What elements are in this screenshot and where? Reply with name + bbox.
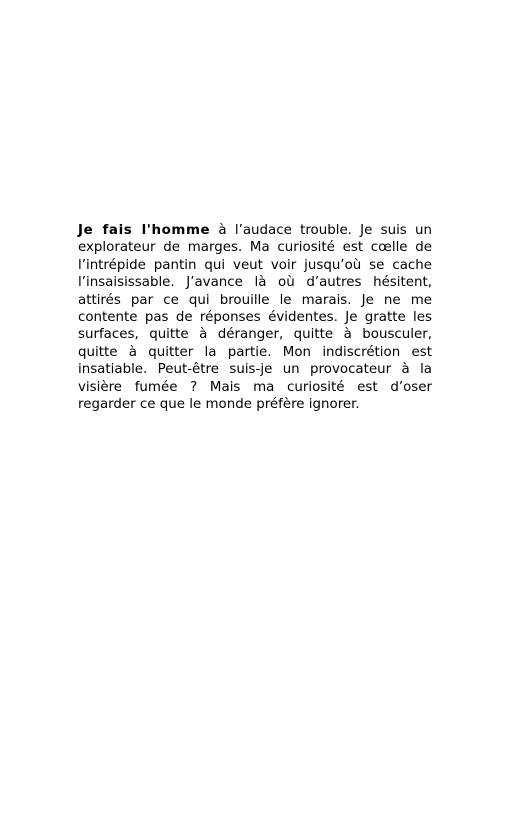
paragraph-text: à l’audace trouble. Je suis un explorateur de marges. Ma curiosité est cœlle de l’intrépide pantin qui veut voir jusqu’où se cache l’insaisissable. J’avance là où d’autres hésitent, attirés par ce qui brouille le marais. Je ne me contente pas de réponses évidentes. Je gratte les surfaces, quitte à déranger, quitte à bousculer, quitte à quitter la partie. Mon indiscrétion est insatiable. Peut-être suis-je un provocateur à la visière fumée ? Mais ma curiosité est d’oser regarder ce que le monde préfère ignorer. — [78, 223, 432, 413]
body-paragraph — [78, 222, 432, 413]
lead-phrase: Je fais l'homme — [78, 223, 211, 238]
